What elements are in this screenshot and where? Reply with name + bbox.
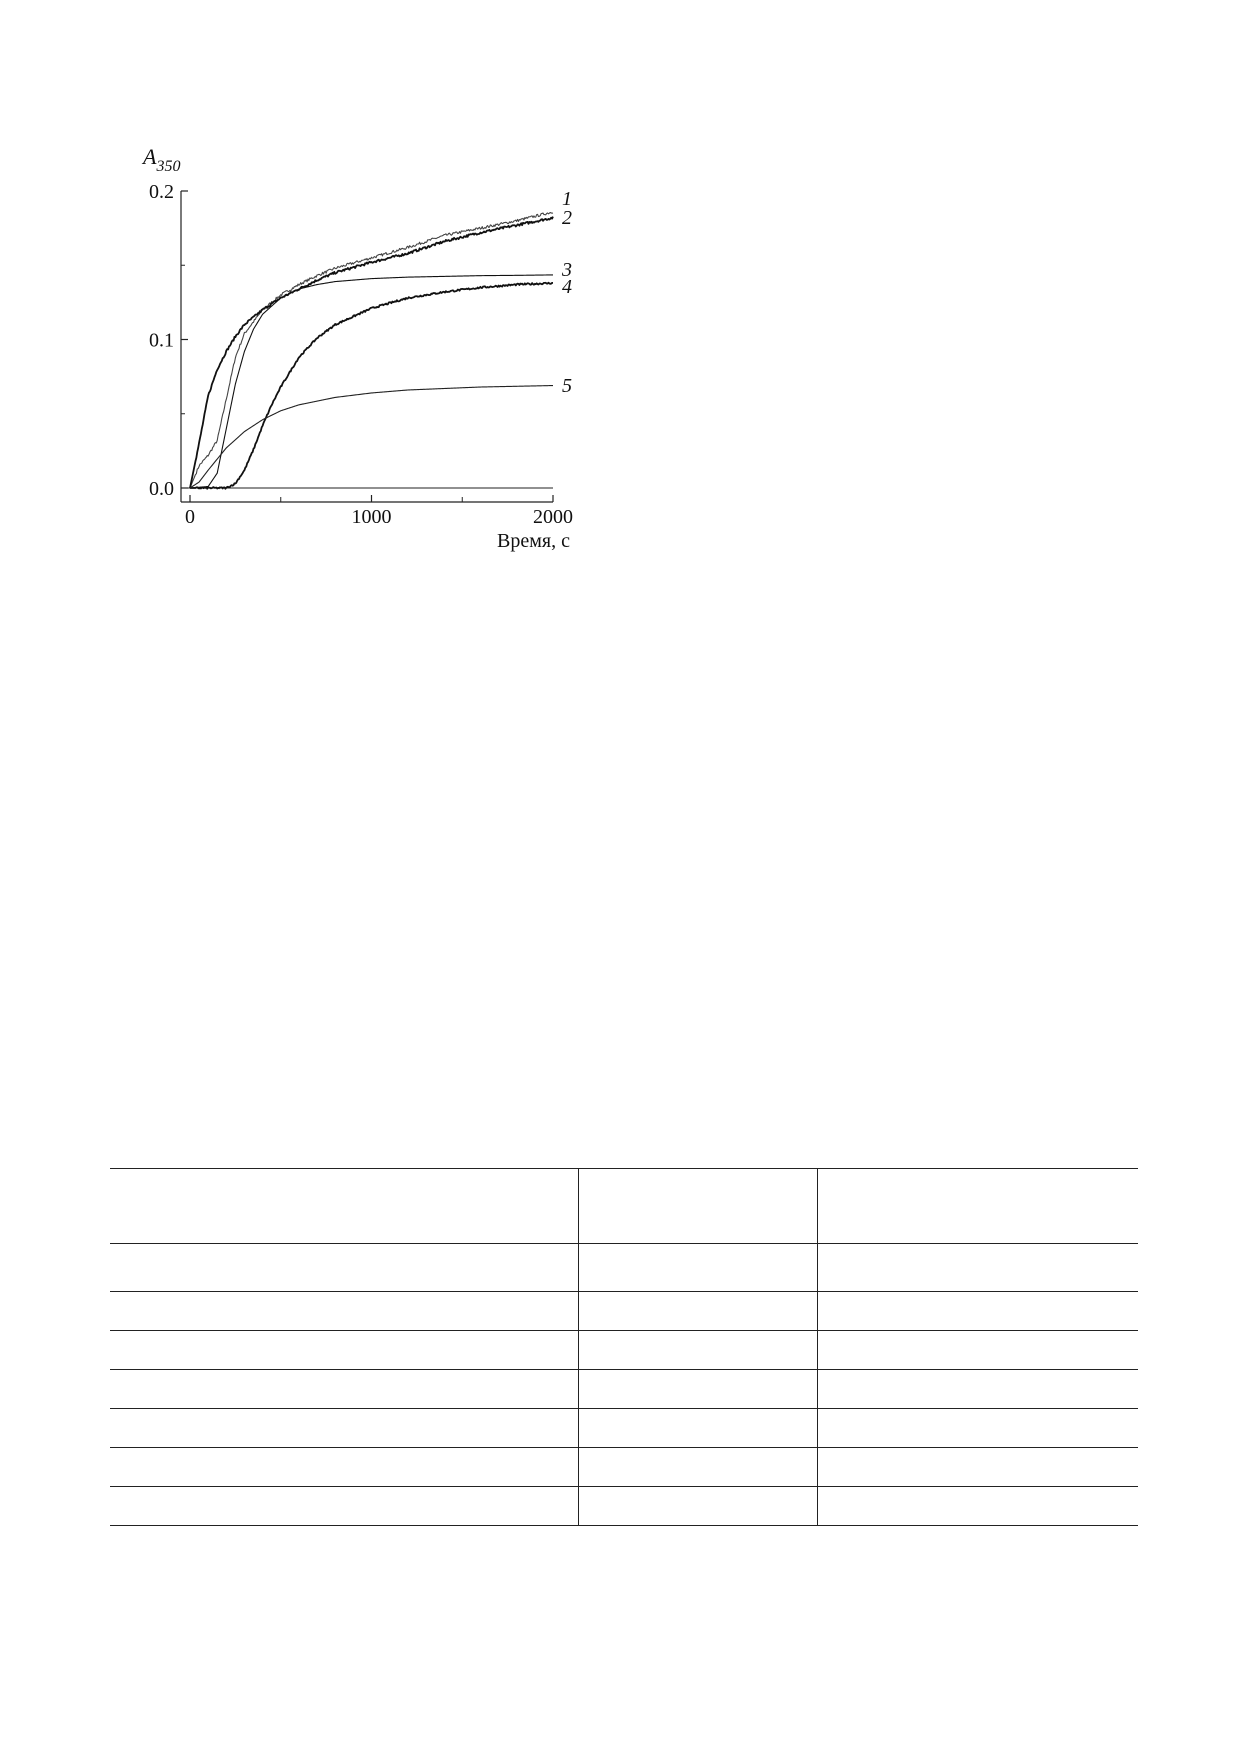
- y-tick-label-1: 0.1: [149, 329, 174, 352]
- chart-axes: [181, 191, 553, 502]
- table-cell: [110, 1448, 579, 1487]
- table-cell: [110, 1244, 579, 1292]
- table-cell: [818, 1331, 1139, 1370]
- table-cell: [110, 1292, 579, 1331]
- table-header-row: [110, 1169, 1138, 1244]
- y-axis-title: [141, 144, 180, 175]
- table-cell: [579, 1331, 818, 1370]
- table-cell: [818, 1487, 1139, 1526]
- table-cell: [818, 1244, 1139, 1292]
- table-cell: [110, 1370, 579, 1409]
- table-cell: [818, 1292, 1139, 1331]
- table-cell: [818, 1448, 1139, 1487]
- curve-label-5: 5: [562, 375, 572, 397]
- y-axis-title-main: A: [143, 144, 157, 169]
- table-cell: [579, 1448, 818, 1487]
- table-cell: [579, 1409, 818, 1448]
- y-tick-label-0: 0.0: [149, 478, 174, 500]
- table-cell: [579, 1487, 818, 1526]
- table-cell: [579, 1169, 818, 1244]
- x-axis-title: Время, с: [497, 530, 570, 552]
- table-row: [110, 1487, 1138, 1526]
- table-row: [110, 1331, 1138, 1370]
- table-cell: [110, 1487, 579, 1526]
- curve-label-1: 1: [562, 188, 572, 210]
- data-table: [110, 1168, 1138, 1526]
- table-row: [110, 1409, 1138, 1448]
- table-cell: [579, 1370, 818, 1409]
- table-cell: [818, 1409, 1139, 1448]
- curve-label-3: 3: [562, 259, 572, 281]
- table-row: [110, 1370, 1138, 1409]
- absorbance-chart: [0, 0, 1240, 600]
- y-axis-title-subscript: 350: [156, 158, 181, 175]
- table-cell: [110, 1169, 579, 1244]
- data-table-container: [110, 1168, 1138, 1526]
- series-line-4: [190, 283, 553, 489]
- y-tick-label-2: 0.2: [149, 181, 174, 203]
- table-cell: [818, 1169, 1139, 1244]
- x-tick-label-2: 2000: [533, 506, 573, 528]
- chart-labels: [141, 144, 572, 552]
- table-row: [110, 1292, 1138, 1331]
- table-cell: [818, 1370, 1139, 1409]
- x-tick-label-0: 0: [185, 506, 195, 528]
- table-cell: [579, 1244, 818, 1292]
- chart-ticks: [149, 181, 573, 528]
- table-cell: [110, 1409, 579, 1448]
- table-cell: [579, 1292, 818, 1331]
- chart-series: [190, 213, 553, 489]
- curve-label-2: 2: [562, 207, 572, 229]
- table-cell: [110, 1331, 579, 1370]
- table-row: [110, 1448, 1138, 1487]
- table-row: [110, 1244, 1138, 1292]
- curve-label-4: 4: [562, 276, 572, 298]
- series-line-5: [190, 386, 553, 488]
- x-tick-label-1: 1000: [351, 506, 392, 528]
